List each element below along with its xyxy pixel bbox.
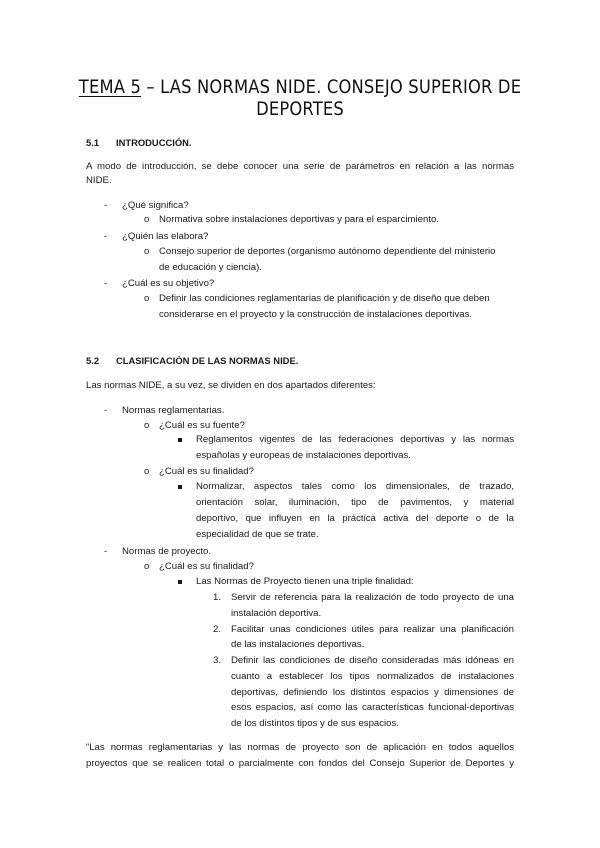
dash-bullet: - [104, 405, 108, 416]
answer: Normalizar, aspectos tales como los dimensionales, de trazado, [196, 481, 514, 492]
answer: Consejo superior de deportes (organismo autónomo dependiente del ministerio [159, 246, 496, 257]
dash-bullet: - [104, 546, 108, 557]
answer: Reglamentos vigentes de las federaciones deportivas y las normas [196, 434, 514, 445]
circle-bullet: o [144, 214, 150, 225]
circle-bullet: o [144, 466, 150, 477]
list-item: Normas de proyecto. [122, 546, 212, 557]
paragraph: A modo de introducción, se debe conocer una serie de parámetros en relación a las normas [86, 161, 514, 172]
section-heading [86, 354, 298, 367]
quote-paragraph: “Las normas reglamentarias y las normas de proyecto son de aplicación en todos aquellos [86, 742, 514, 753]
list-number: 2. [213, 624, 222, 635]
question: ¿Quién las elabora? [122, 231, 209, 242]
question: ¿Cuál es su fuente? [159, 420, 245, 431]
circle-bullet: o [144, 420, 150, 431]
section-title: CLASIFICACIÓN DE LAS NORMAS NIDE. [116, 355, 299, 366]
circle-bullet: o [144, 293, 150, 304]
list-item: Servir de referencia para la realización de todo proyecto de una [231, 592, 514, 603]
answer: españolas y europeas de instalaciones deportivas. [196, 450, 411, 461]
title-prefix: TEMA 5 [78, 76, 142, 98]
answer: especialidad de que se trate. [196, 529, 319, 540]
circle-bullet: o [144, 246, 150, 257]
list-item: Definir las condiciones de diseño consideradas más idóneas en [231, 655, 514, 666]
paragraph: NIDE. [86, 175, 112, 186]
answer: orientación solar, iluminación, tipo de pavimentos, y material [196, 497, 514, 508]
answer: Normativa sobre instalaciones deportivas y para el esparcimiento. [159, 214, 439, 225]
question: ¿Cuál es su finalidad? [159, 561, 254, 572]
title-rest: – LAS NORMAS NIDE. CONSEJO SUPERIOR DE DEPORTES [141, 76, 522, 120]
section-number: 5.1 [86, 137, 100, 148]
answer: Definir las condiciones reglamentarias de planificación y de diseño que deben [159, 293, 490, 304]
dash-bullet: - [104, 231, 108, 242]
list-number: 3. [213, 655, 222, 666]
list-item: deportivas, definiendo los distintos espacios y dimensiones de [231, 687, 514, 698]
square-bullet [178, 580, 182, 584]
answer: de educación y ciencia). [159, 262, 262, 273]
square-bullet [178, 485, 182, 489]
list-item: de los distintos tipos y de sus espacios. [231, 718, 399, 729]
dash-bullet: - [104, 200, 108, 211]
question: ¿Cuál es su finalidad? [159, 466, 254, 477]
list-number: 1. [213, 592, 222, 603]
list-item: de las instalaciones deportivas. [231, 639, 365, 650]
list-item: instalación deportiva. [231, 608, 322, 619]
list-item: Facilitar unas condiciones útiles para realizar una planificación [231, 624, 514, 635]
section-title: INTRODUCCIÓN. [116, 137, 192, 148]
question: ¿Cuál es su objetivo? [122, 278, 215, 289]
list-item: Normas reglamentarias. [122, 405, 225, 416]
dash-bullet: - [104, 278, 108, 289]
quote-paragraph: proyectos que se realicen total o parcialmente con fondos del Consejo Superior de Deportes y [86, 758, 514, 769]
section-number: 5.2 [86, 355, 100, 366]
square-bullet [178, 438, 182, 442]
list-item: cuanto a establecer los tipos normalizados de instalaciones [231, 671, 514, 682]
list-item: esos espacios, así como las características funcional-deportivas [231, 702, 514, 713]
answer: deportivo, que influyen en la práctica activa del deporte o de la [196, 513, 514, 524]
question: ¿Qué significa? [122, 200, 189, 211]
page-title [42, 76, 558, 120]
answer: considerarse en el proyecto y la construcción de instalaciones deportivas. [159, 309, 473, 320]
answer: Las Normas de Proyecto tienen una triple finalidad: [196, 576, 414, 587]
paragraph: Las normas NIDE, a su vez, se dividen en dos apartados diferentes: [86, 380, 376, 391]
section-heading [86, 136, 192, 149]
circle-bullet: o [144, 561, 150, 572]
